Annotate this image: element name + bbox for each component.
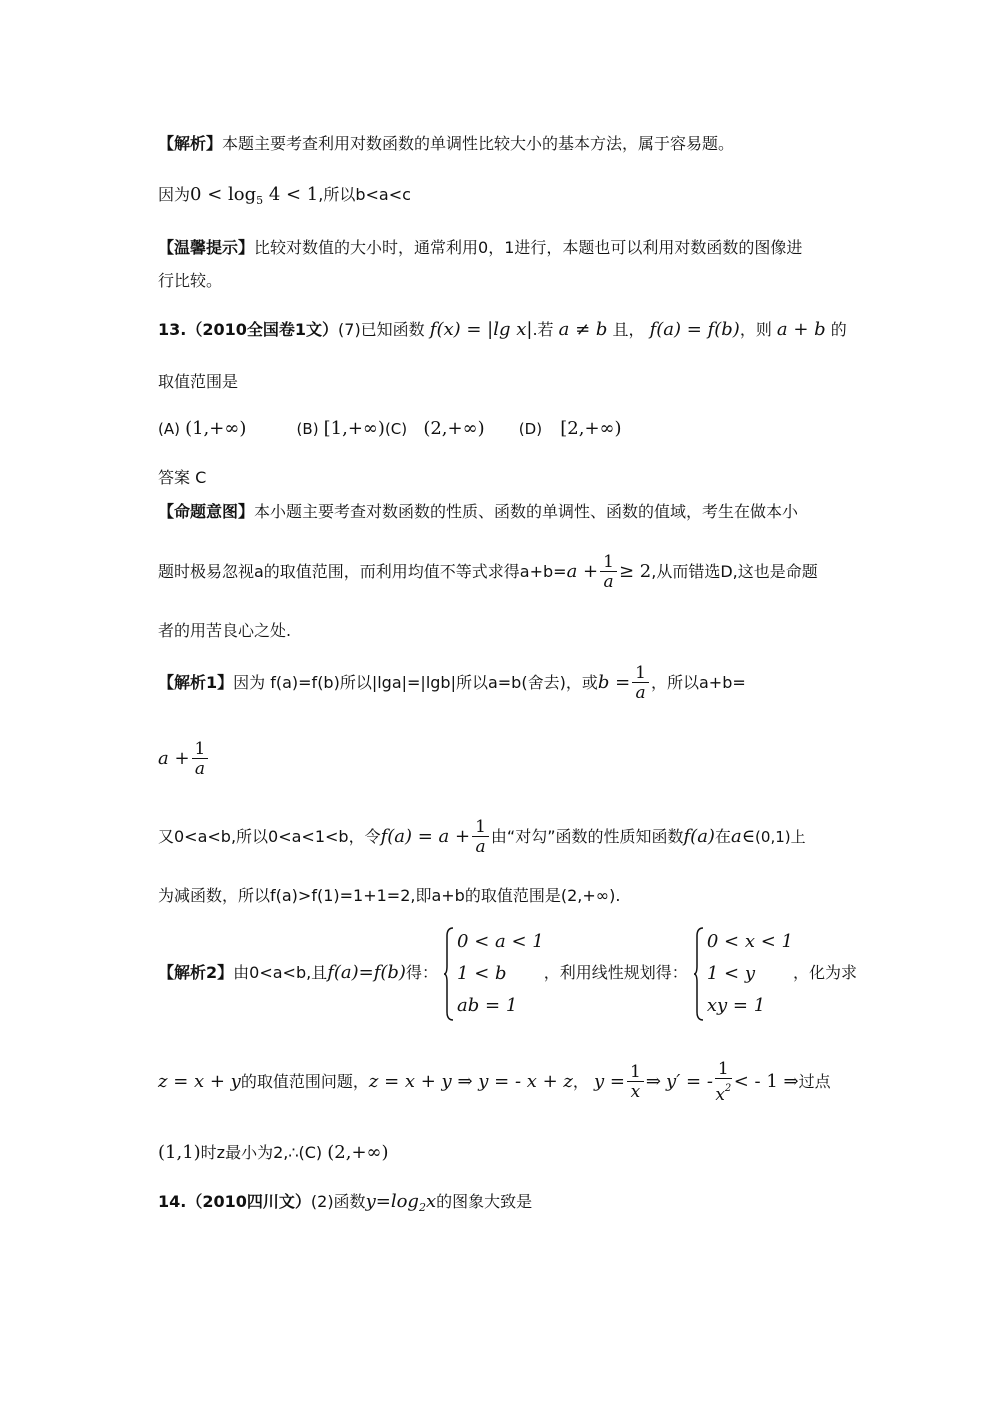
equation-system-ab	[443, 926, 544, 1022]
options-row	[158, 417, 622, 441]
solution-1: 【解析1】因为 f(a)=f(b)所以|lga|=|lgb|所以a=b(舍去)，或b = $\frac{1}{a}$ ，所以a+b=	[158, 663, 746, 703]
fraction: $\frac{1}{x^2}$	[715, 1059, 732, 1105]
question-source: （2010四川文）	[186, 1192, 311, 1211]
because-suffix: ,所以b<a<c	[318, 185, 411, 204]
system-row: 0 < x < 1	[706, 930, 793, 952]
option-d-label: (D)	[518, 420, 543, 438]
solution-1-continued: 又0<a<b,所以0<a<1<b，令f(a) = a + $\frac{1}{a}$ 由“对勾”函数的性质知函数f(a)在a∈(0,1)上	[158, 817, 806, 857]
solution-1-conclusion: 为减函数，所以f(a)>f(1)=1+1=2,即a+b的取值范围是(2,+∞).	[158, 886, 621, 905]
system-row: 0 < a < 1	[457, 930, 544, 952]
option-b-label: (B)	[296, 420, 319, 438]
option-a-label: (A)	[158, 420, 180, 438]
option-b-value: [1,+∞)	[323, 418, 385, 439]
intent-label: 【命题意图】	[158, 502, 255, 521]
tip-paragraph-cont: 行比较。	[158, 271, 223, 290]
system-row: ab = 1	[457, 994, 518, 1016]
because-prefix: 因为	[158, 185, 191, 204]
function-def: f(x) = |lg x|	[429, 319, 533, 340]
system-row: 1 < y	[706, 962, 755, 984]
equation-system-xy	[693, 926, 793, 1022]
solution-1-label: 【解析1】	[158, 673, 234, 692]
question-14: 14.（2010四川文）(2)函数$y=\log_2x$的图象大致是	[158, 1191, 533, 1214]
fraction: $\frac{1}{a}$	[192, 740, 209, 779]
analysis-paragraph	[158, 132, 734, 156]
question-13-cont: 取值范围是	[158, 372, 239, 391]
question-13: 13.（2010全国卷1文）(7)已知函数 f(x) = |lg x|.若 a ≠ b 且， f(a) = f(b)，则 a + b 的	[158, 319, 847, 340]
solution-1-expr: a + $\frac{1}{a}$	[158, 740, 210, 779]
fraction: $\frac{1}{a}$	[632, 664, 649, 703]
log-function: $y=\log_2x$	[365, 1191, 437, 1214]
tip-paragraph	[158, 236, 802, 260]
because-line	[158, 183, 411, 213]
solution-2-conclusion: (1,1)时z最小为2,∴(C) (2,+∞)	[158, 1142, 389, 1163]
intent-paragraph: 【命题意图】本小题主要考查对数函数的性质、函数的单调性、函数的值域，考生在做本小	[158, 502, 799, 521]
option-c-label: (C)	[384, 420, 408, 438]
tip-text: 比较对数值的大小时，通常利用0，1进行，本题也可以利用对数函数的图像进	[254, 238, 803, 257]
intent-line-3: 者的用苦良心之处.	[158, 621, 292, 640]
log-expression: $0 < \log_5 4 < 1$	[190, 184, 319, 207]
option-c-value: (2,+∞)	[423, 418, 485, 439]
analysis-text: 本题主要考查利用对数函数的单调性比较大小的基本方法，属于容易题。	[222, 134, 735, 153]
solution-2-derivation: z = x + y的取值范围问题，z = x + y ⇒ y = - x + z， y = $\frac{1}{x}$ ⇒ y′ = - $\frac{1}{x^2}$ < - 1 ⇒过点	[158, 1059, 831, 1105]
solution-2-label: 【解析2】	[158, 963, 234, 982]
intent-line-2: 题时极易忽视a的取值范围，而利用均值不等式求得a+b=a + $\frac{1}{a}$ ≥ 2,从而错选D,这也是命题	[158, 552, 818, 592]
tip-label: 【温馨提示】	[158, 238, 255, 257]
fraction: $\frac{1}{a}$	[600, 553, 617, 592]
fraction: $\frac{1}{a}$	[472, 818, 489, 857]
question-source: （2010全国卷1文）	[186, 320, 339, 339]
question-number: 13.	[158, 320, 187, 339]
system-row: 1 < b	[457, 962, 507, 984]
analysis-label: 【解析】	[158, 134, 223, 153]
option-a-value: (1,+∞)	[185, 418, 247, 439]
answer: 答案 C	[158, 468, 207, 487]
fraction: $\frac{1}{x}$	[627, 1063, 644, 1102]
solution-2: 【解析2】由0<a<b,且f(a)=f(b)得： 0 < a < 1 1 < b ab = 1 ，利用线性规划得： 0 < x < 1 1 < y xy = 1 ，化为求	[158, 925, 857, 1022]
question-number: 14.	[158, 1192, 187, 1211]
system-row: xy = 1	[706, 994, 766, 1016]
option-d-value: [2,+∞)	[560, 418, 622, 439]
